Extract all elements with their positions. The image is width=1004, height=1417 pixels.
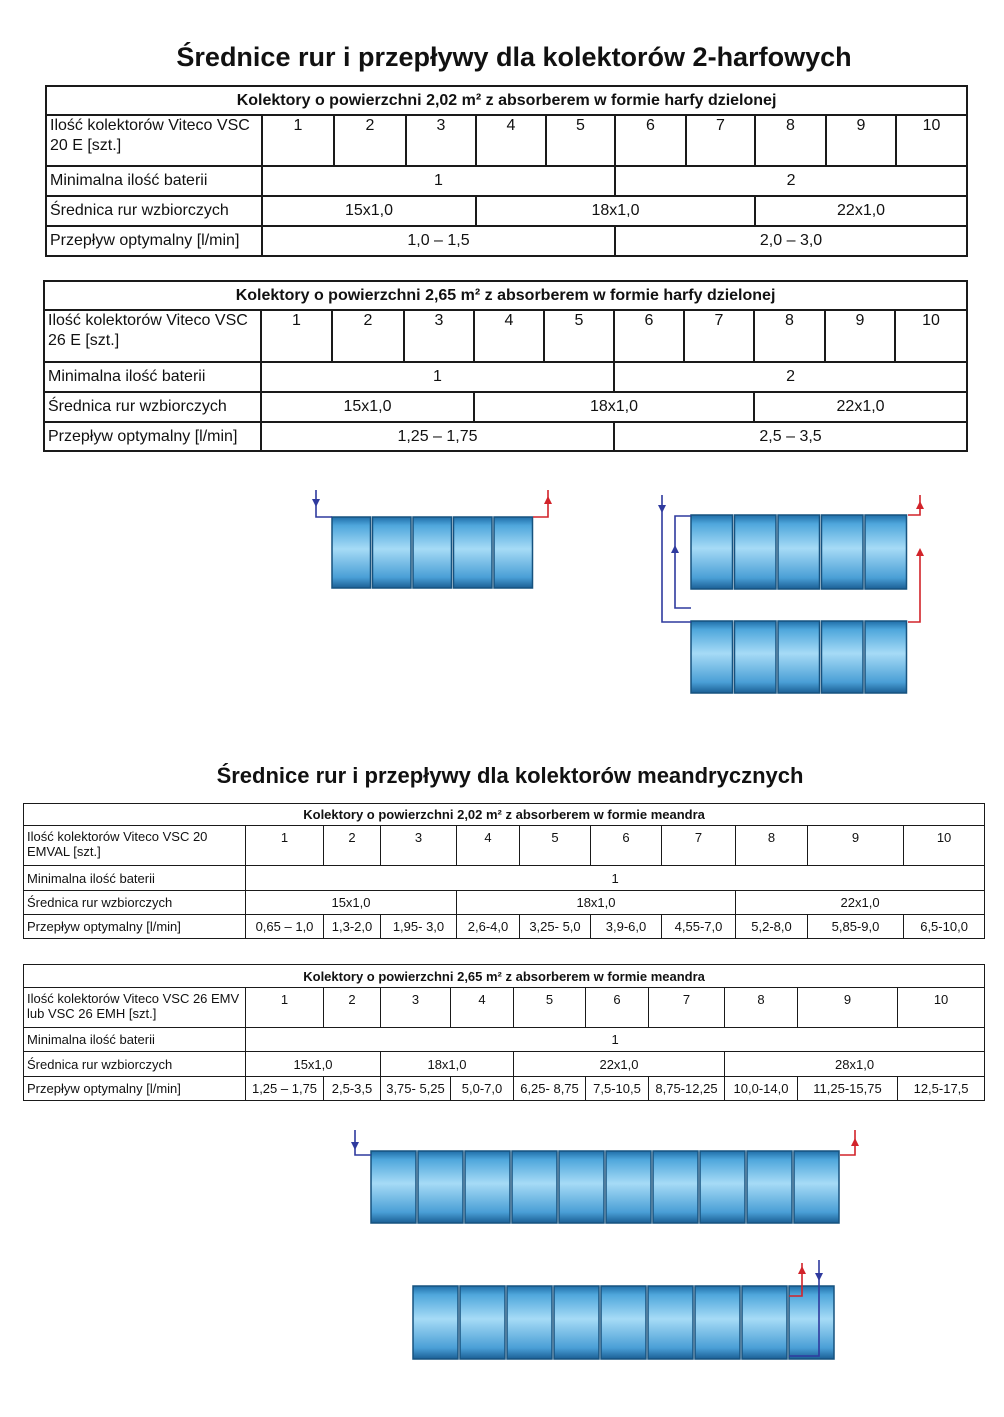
return-pipe bbox=[908, 550, 920, 622]
count-cell: 4 bbox=[457, 826, 520, 866]
pipe-cell: 15x1,0 bbox=[246, 1052, 381, 1077]
count-cell: 5 bbox=[546, 115, 615, 166]
pipe-cell: 22x1,0 bbox=[514, 1052, 725, 1077]
pipe-diameter-label: Średnica rur wzbiorczych bbox=[24, 1052, 246, 1077]
arrow-up-icon bbox=[916, 548, 924, 556]
meander-section-title: Średnice rur i przepływy dla kolektorów meandrycznych bbox=[216, 763, 804, 788]
solar-collector-panel bbox=[865, 621, 907, 693]
arrow-up-icon bbox=[544, 496, 552, 504]
supply-pipe bbox=[675, 516, 691, 608]
pipe-diameter-label: Średnica rur wzbiorczych bbox=[24, 891, 246, 915]
solar-collector-panel bbox=[460, 1286, 505, 1359]
harp-section-title: Średnice rur i przepływy dla kolektorów 2-harfowych bbox=[176, 42, 852, 72]
flow-cell: 2,5-3,5 bbox=[324, 1077, 381, 1101]
arrow-up-icon bbox=[916, 501, 924, 509]
pipe-cell: 22x1,0 bbox=[755, 196, 967, 226]
supply-pipe bbox=[662, 495, 691, 622]
arrow-up-icon bbox=[851, 1138, 859, 1146]
count-cell: 1 bbox=[262, 115, 334, 166]
flow-cell: 1,3-2,0 bbox=[324, 915, 381, 939]
table-header: Kolektory o powierzchni 2,02 m² z absorberem w formie meandra bbox=[24, 804, 985, 826]
solar-collector-panel bbox=[700, 1151, 745, 1223]
flow-cell: 3,25- 5,0 bbox=[520, 915, 591, 939]
pipe-cell: 22x1,0 bbox=[736, 891, 985, 915]
count-cell: 7 bbox=[686, 115, 755, 166]
count-cell: 9 bbox=[808, 826, 904, 866]
pipe-diameter-label: Średnica rur wzbiorczych bbox=[44, 392, 261, 422]
count-cell: 9 bbox=[798, 988, 898, 1028]
flow-cell: 1,25 – 1,75 bbox=[261, 422, 614, 451]
solar-collector-panel bbox=[418, 1151, 463, 1223]
count-cell: 6 bbox=[591, 826, 662, 866]
count-cell: 9 bbox=[825, 310, 895, 362]
solar-collector-panel bbox=[865, 515, 907, 589]
solar-collector-panel bbox=[747, 1151, 792, 1223]
solar-collector-panel bbox=[413, 1286, 458, 1359]
flow-cell: 8,75-12,25 bbox=[649, 1077, 725, 1101]
solar-collector-panel bbox=[559, 1151, 604, 1223]
pipe-cell: 15x1,0 bbox=[262, 196, 476, 226]
optimal-flow-label: Przepływ optymalny [l/min] bbox=[24, 915, 246, 939]
pipe-cell: 18x1,0 bbox=[476, 196, 755, 226]
pipe-cell: 18x1,0 bbox=[381, 1052, 514, 1077]
battery-count-label: Minimalna ilość baterii bbox=[24, 866, 246, 891]
pipe-cell: 18x1,0 bbox=[474, 392, 754, 422]
arrow-down-icon bbox=[658, 505, 666, 513]
count-cell: 5 bbox=[520, 826, 591, 866]
count-cell: 5 bbox=[544, 310, 614, 362]
pipe-cell: 18x1,0 bbox=[457, 891, 736, 915]
flow-cell: 10,0-14,0 bbox=[725, 1077, 798, 1101]
solar-collector-panel bbox=[735, 621, 777, 693]
count-cell: 10 bbox=[898, 988, 985, 1028]
solar-collector-panel bbox=[822, 515, 864, 589]
flow-cell: 4,55-7,0 bbox=[662, 915, 736, 939]
pipe-diameter-label: Średnica rur wzbiorczych bbox=[46, 196, 262, 226]
flow-cell: 2,5 – 3,5 bbox=[614, 422, 967, 451]
solar-collector-panel bbox=[742, 1286, 787, 1359]
arrow-up-icon bbox=[671, 545, 679, 553]
count-cell: 7 bbox=[684, 310, 754, 362]
flow-cell: 1,25 – 1,75 bbox=[246, 1077, 324, 1101]
solar-collector-panel bbox=[778, 621, 820, 693]
count-cell: 6 bbox=[614, 310, 684, 362]
count-cell: 4 bbox=[451, 988, 514, 1028]
solar-collector-panel bbox=[789, 1286, 834, 1359]
solar-collector-panel bbox=[413, 517, 452, 588]
solar-collector-panel bbox=[648, 1286, 693, 1359]
solar-collector-panel bbox=[512, 1151, 557, 1223]
count-cell: 2 bbox=[324, 988, 381, 1028]
count-cell: 7 bbox=[662, 826, 736, 866]
flow-cell: 5,85-9,0 bbox=[808, 915, 904, 939]
optimal-flow-label: Przepływ optymalny [l/min] bbox=[46, 226, 262, 256]
solar-collector-panel bbox=[778, 515, 820, 589]
flow-cell: 3,9-6,0 bbox=[591, 915, 662, 939]
solar-collector-panel bbox=[332, 517, 371, 588]
battery-count-label: Minimalna ilość baterii bbox=[44, 362, 261, 392]
solar-collector-panel bbox=[695, 1286, 740, 1359]
solar-collector-panel bbox=[554, 1286, 599, 1359]
count-cell: 1 bbox=[246, 826, 324, 866]
count-cell: 8 bbox=[755, 115, 826, 166]
flow-cell: 5,0-7,0 bbox=[451, 1077, 514, 1101]
count-cell: 4 bbox=[476, 115, 546, 166]
battery-cell: 1 bbox=[246, 1028, 985, 1052]
battery-cell: 2 bbox=[615, 166, 967, 196]
supply-pipe bbox=[316, 490, 332, 517]
solar-collector-panel bbox=[794, 1151, 839, 1223]
battery-count-label: Minimalna ilość baterii bbox=[24, 1028, 246, 1052]
count-cell: 4 bbox=[474, 310, 544, 362]
flow-cell: 11,25-15,75 bbox=[798, 1077, 898, 1101]
count-cell: 3 bbox=[381, 826, 457, 866]
count-cell: 2 bbox=[324, 826, 381, 866]
solar-collector-panel bbox=[653, 1151, 698, 1223]
solar-collector-panel bbox=[454, 517, 493, 588]
count-cell: 8 bbox=[725, 988, 798, 1028]
battery-cell: 1 bbox=[262, 166, 615, 196]
flow-cell: 3,75- 5,25 bbox=[381, 1077, 451, 1101]
arrow-down-icon bbox=[312, 499, 320, 507]
pipe-cell: 22x1,0 bbox=[754, 392, 967, 422]
collector-count-label: Ilość kolektorów Viteco VSC 26 EMV lub VSC 26 EMH [szt.] bbox=[24, 988, 246, 1028]
solar-collector-panel bbox=[735, 515, 777, 589]
table-header: Kolektory o powierzchni 2,65 m² z absorberem w formie meandra bbox=[24, 965, 985, 988]
flow-cell: 6,25- 8,75 bbox=[514, 1077, 586, 1101]
arrow-up-icon bbox=[798, 1266, 806, 1274]
arrow-down-icon bbox=[815, 1273, 823, 1281]
flow-cell: 1,95- 3,0 bbox=[381, 915, 457, 939]
pipe-cell: 28x1,0 bbox=[725, 1052, 985, 1077]
count-cell: 2 bbox=[334, 115, 406, 166]
count-cell: 10 bbox=[896, 115, 967, 166]
count-cell: 2 bbox=[332, 310, 404, 362]
table-header: Kolektory o powierzchni 2,02 m² z absorberem w formie harfy dzielonej bbox=[46, 86, 967, 115]
flow-cell: 12,5-17,5 bbox=[898, 1077, 985, 1101]
battery-cell: 1 bbox=[246, 866, 985, 891]
flow-cell: 0,65 – 1,0 bbox=[246, 915, 324, 939]
solar-collector-panel bbox=[822, 621, 864, 693]
count-cell: 9 bbox=[826, 115, 896, 166]
solar-collector-panel bbox=[465, 1151, 510, 1223]
collector-count-label: Ilość kolektorów Viteco VSC 26 E [szt.] bbox=[44, 310, 261, 362]
arrow-down-icon bbox=[351, 1142, 359, 1150]
count-cell: 1 bbox=[246, 988, 324, 1028]
flow-cell: 7,5-10,5 bbox=[586, 1077, 649, 1101]
solar-collector-panel bbox=[691, 621, 733, 693]
count-cell: 6 bbox=[615, 115, 686, 166]
collector-count-label: Ilość kolektorów Viteco VSC 20 E [szt.] bbox=[46, 115, 262, 166]
optimal-flow-label: Przepływ optymalny [l/min] bbox=[24, 1077, 246, 1101]
flow-cell: 2,0 – 3,0 bbox=[615, 226, 967, 256]
battery-cell: 2 bbox=[614, 362, 967, 392]
solar-collector-panel bbox=[601, 1286, 646, 1359]
count-cell: 3 bbox=[404, 310, 474, 362]
count-cell: 5 bbox=[514, 988, 586, 1028]
optimal-flow-label: Przepływ optymalny [l/min] bbox=[44, 422, 261, 451]
flow-cell: 5,2-8,0 bbox=[736, 915, 808, 939]
solar-collector-panel bbox=[507, 1286, 552, 1359]
count-cell: 6 bbox=[586, 988, 649, 1028]
count-cell: 10 bbox=[904, 826, 985, 866]
solar-collector-panel bbox=[691, 515, 733, 589]
count-cell: 8 bbox=[754, 310, 825, 362]
solar-collector-panel bbox=[371, 1151, 416, 1223]
collector-count-label: Ilość kolektorów Viteco VSC 20 EMVAL [szt.] bbox=[24, 826, 246, 866]
count-cell: 3 bbox=[381, 988, 451, 1028]
flow-cell: 1,0 – 1,5 bbox=[262, 226, 615, 256]
battery-count-label: Minimalna ilość baterii bbox=[46, 166, 262, 196]
pipe-cell: 15x1,0 bbox=[261, 392, 474, 422]
flow-cell: 6,5-10,0 bbox=[904, 915, 985, 939]
flow-cell: 2,6-4,0 bbox=[457, 915, 520, 939]
solar-collector-panel bbox=[373, 517, 412, 588]
count-cell: 3 bbox=[406, 115, 476, 166]
pipe-cell: 15x1,0 bbox=[246, 891, 457, 915]
battery-cell: 1 bbox=[261, 362, 614, 392]
count-cell: 7 bbox=[649, 988, 725, 1028]
solar-collector-panel bbox=[606, 1151, 651, 1223]
count-cell: 8 bbox=[736, 826, 808, 866]
count-cell: 10 bbox=[895, 310, 967, 362]
table-header: Kolektory o powierzchni 2,65 m² z absorberem w formie harfy dzielonej bbox=[44, 281, 967, 310]
solar-collector-panel bbox=[494, 517, 533, 588]
count-cell: 1 bbox=[261, 310, 332, 362]
